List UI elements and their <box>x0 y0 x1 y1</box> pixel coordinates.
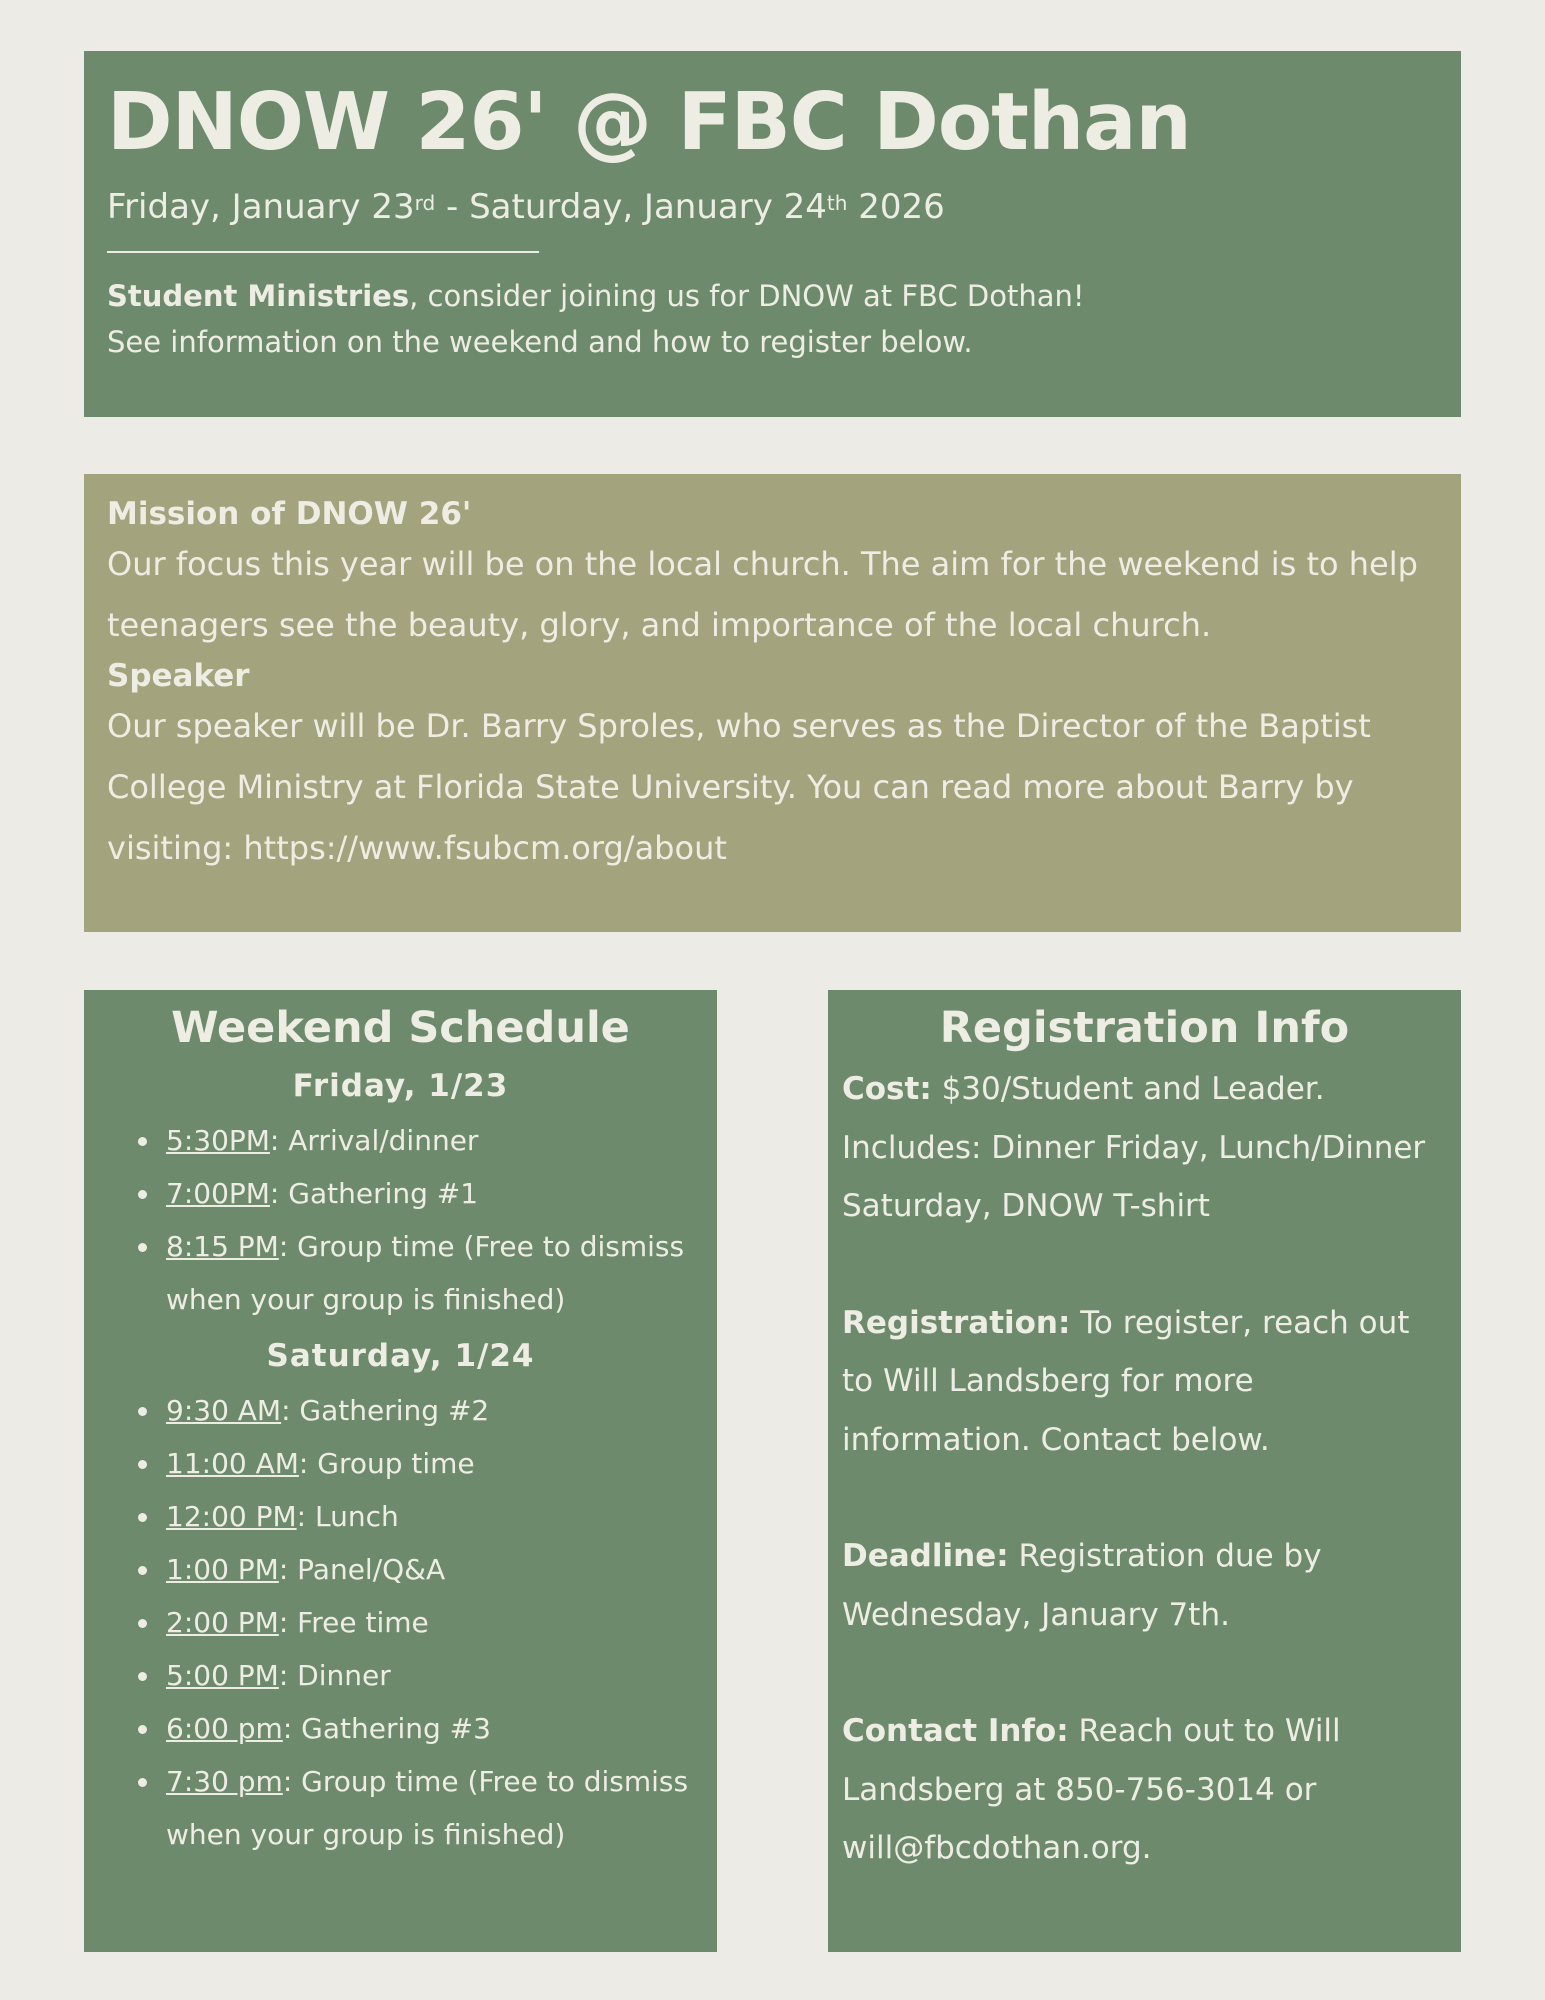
schedule-item <box>162 1543 697 1596</box>
intro-bold: Student Ministries <box>107 279 410 313</box>
schedule-time: 2:00 PM <box>166 1606 279 1639</box>
schedule-description: : Dinner <box>278 1659 391 1692</box>
schedule-item <box>162 1167 697 1220</box>
deadline-text: Registration due by Wednesday, January 7th. <box>842 1538 1322 1633</box>
schedule-description: : Group time <box>298 1447 475 1480</box>
schedule-day-label: Friday, 1/23 <box>292 1068 509 1104</box>
cost-info <box>842 1060 1447 1236</box>
contact-label: Contact Info: <box>842 1713 1069 1749</box>
schedule-list <box>104 1384 697 1861</box>
schedule-time: 1:00 PM <box>166 1553 279 1586</box>
schedule-time: 5:00 PM <box>166 1659 279 1692</box>
schedule-description: : Group time (Free to dismiss when your group is finished) <box>166 1765 689 1851</box>
schedule-description: : Arrival/dinner <box>269 1124 479 1157</box>
intro-rest: , consider joining us for DNOW at FBC Dothan! <box>409 279 1085 313</box>
mission-section <box>84 474 1461 932</box>
registration-text: To register, reach out to Will Landsberg for more information. Contact below. <box>842 1304 1410 1458</box>
mission-heading: Mission of DNOW 26' <box>107 496 472 532</box>
date-year: 2026 <box>847 187 945 227</box>
date-end-suffix: th <box>826 191 848 215</box>
date-start: Friday, January 23 <box>107 187 415 227</box>
registration-heading: Registration Info <box>939 1003 1350 1053</box>
schedule-time: 11:00 AM <box>166 1447 299 1480</box>
schedule-list <box>104 1114 697 1326</box>
contact-text: Reach out to Will Landsberg at 850-756-3014 or will@fbcdothan.org. <box>842 1713 1341 1866</box>
schedule-item <box>162 1384 697 1437</box>
schedule-description: : Gathering #1 <box>269 1177 479 1210</box>
schedule-time: 8:15 PM <box>166 1230 279 1263</box>
speaker-text: Our speaker will be Dr. Barry Sproles, who serves as the Director of the Baptist College Ministry at Florida State University. You can read more about Barry by visiting: https://www.fsubcm.org/about <box>107 707 1371 867</box>
schedule-item <box>162 1702 697 1755</box>
header-banner <box>84 51 1461 417</box>
schedule-description: : Panel/Q&A <box>278 1553 446 1586</box>
schedule-time: 9:30 AM <box>166 1394 282 1427</box>
registration-info <box>842 1294 1447 1470</box>
intro-text <box>107 273 1437 365</box>
schedule-description: : Gathering #3 <box>282 1712 491 1745</box>
schedule-description: : Lunch <box>296 1500 399 1533</box>
schedule-item <box>162 1490 697 1543</box>
event-dates <box>107 185 1437 229</box>
date-separator: - Saturday, January 24 <box>435 187 827 227</box>
schedule-section <box>84 990 717 1952</box>
schedule-item <box>162 1114 697 1167</box>
mission-text: Our focus this year will be on the local church. The aim for the weekend is to help teenagers see the beauty, glory, and importance of the local church. <box>107 545 1418 644</box>
schedule-item <box>162 1755 697 1861</box>
schedule-description: : Group time (Free to dismiss when your group is finished) <box>166 1230 685 1316</box>
divider <box>107 251 539 253</box>
intro-line2: See information on the weekend and how to register below. <box>107 325 973 359</box>
schedule-time: 5:30PM <box>166 1124 270 1157</box>
contact-info <box>842 1702 1447 1878</box>
deadline-label: Deadline: <box>842 1538 1009 1574</box>
cost-label: Cost: <box>842 1071 932 1107</box>
schedule-item <box>162 1437 697 1490</box>
registration-section <box>828 990 1461 1952</box>
schedule-day-label: Saturday, 1/24 <box>266 1338 535 1374</box>
schedule-time: 6:00 pm <box>166 1712 283 1745</box>
registration-label: Registration: <box>842 1304 1071 1341</box>
schedule-time: 12:00 PM <box>166 1500 297 1533</box>
page-title: DNOW 26' @ FBC Dothan <box>107 76 1191 168</box>
cost-text: $30/Student and Leader. Includes: Dinner Friday, Lunch/Dinner Saturday, DNOW T-shirt <box>842 1071 1426 1224</box>
schedule-description: : Gathering #2 <box>281 1394 490 1427</box>
schedule-days <box>104 1066 697 1861</box>
speaker-heading: Speaker <box>107 658 250 694</box>
schedule-time: 7:30 pm <box>166 1765 283 1798</box>
deadline-info <box>842 1527 1447 1644</box>
schedule-description: : Free time <box>278 1606 429 1639</box>
schedule-time: 7:00PM <box>166 1177 270 1210</box>
date-start-suffix: rd <box>414 191 436 215</box>
schedule-item <box>162 1220 697 1326</box>
schedule-item <box>162 1649 697 1702</box>
schedule-item <box>162 1596 697 1649</box>
schedule-heading: Weekend Schedule <box>171 1003 630 1053</box>
